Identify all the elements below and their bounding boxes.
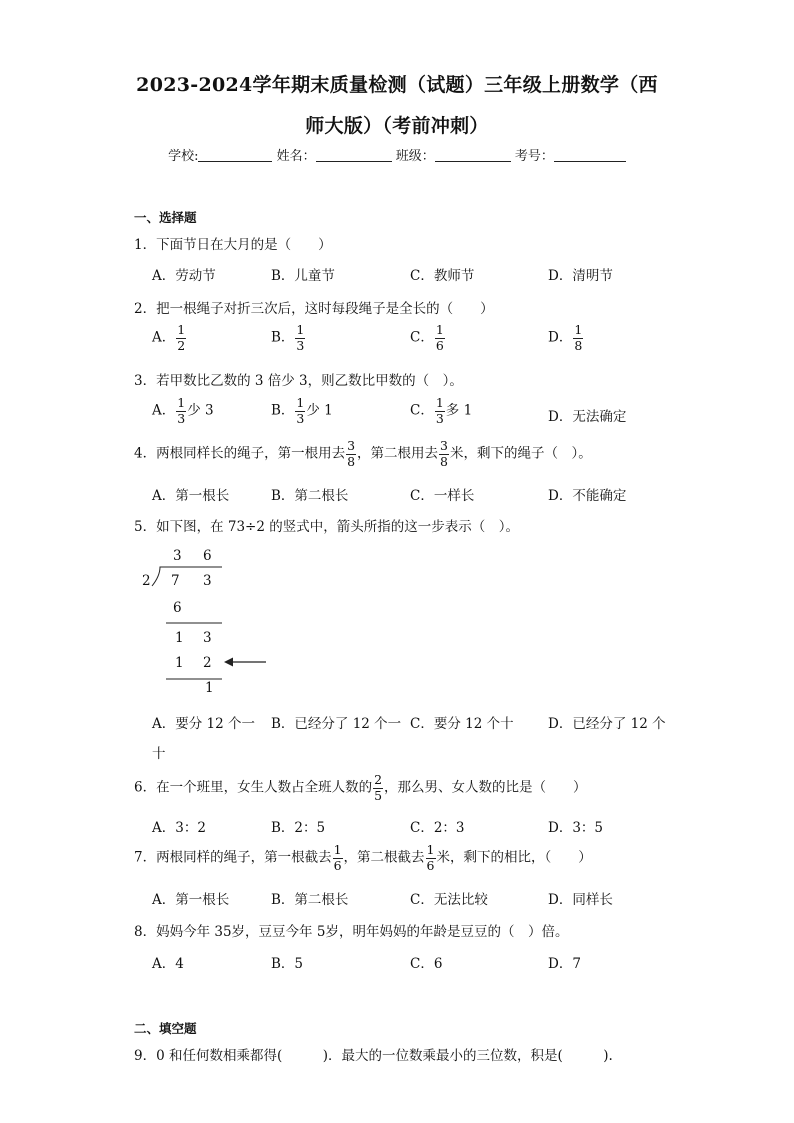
document-title-line1: 2023-2024学年期末质量检测（试题）三年级上册数学（西 bbox=[136, 74, 658, 96]
fraction bbox=[295, 397, 305, 425]
q5-option-d[interactable]: D．已经分了 12 个 bbox=[548, 716, 666, 732]
question-text: 米，剩下的绳子（ ）。 bbox=[450, 445, 592, 462]
numerator: 1 bbox=[177, 395, 186, 410]
q7-option-a[interactable]: A．第一根长 bbox=[152, 892, 230, 908]
numerator: 1 bbox=[435, 322, 444, 337]
denominator: 2 bbox=[177, 337, 186, 353]
question-9: 9．0 和任何数相乘都得( )．最大的一位数乘最小的三位数，积是( ). bbox=[134, 1048, 613, 1064]
school-blank[interactable] bbox=[198, 148, 272, 162]
option-label: D． bbox=[548, 409, 573, 425]
option-label: C． bbox=[410, 329, 434, 346]
denominator: 6 bbox=[333, 857, 342, 873]
denominator: 8 bbox=[440, 453, 448, 469]
q8-option-d[interactable]: D．7 bbox=[548, 956, 581, 972]
step2-tens: 1 bbox=[175, 630, 184, 646]
denominator: 6 bbox=[426, 857, 435, 873]
q4-option-d[interactable]: D．不能确定 bbox=[548, 488, 627, 504]
question-text: 4．两根同样长的绳子，第一根用去 bbox=[134, 445, 346, 462]
q4-option-b[interactable]: B．第二根长 bbox=[271, 488, 349, 504]
class-label: 班级： bbox=[395, 149, 435, 164]
denominator: 3 bbox=[177, 410, 186, 426]
remainder: 1 bbox=[205, 680, 214, 696]
denominator: 8 bbox=[347, 453, 356, 469]
option-label: B． bbox=[271, 402, 295, 419]
question-4 bbox=[134, 440, 592, 468]
question-text: 7．两根同样的绳子，第一根截去 bbox=[134, 849, 332, 866]
fraction bbox=[176, 324, 186, 352]
question-text: ，第二根截去 bbox=[343, 849, 425, 866]
q7-option-b[interactable]: B．第二根长 bbox=[271, 892, 349, 908]
denominator: 5 bbox=[374, 787, 383, 803]
question-6 bbox=[134, 774, 587, 802]
q7-option-c[interactable]: C．无法比较 bbox=[410, 892, 488, 908]
q1-option-a[interactable]: A．劳动节 bbox=[152, 268, 216, 284]
name-blank[interactable] bbox=[316, 148, 392, 162]
quotient-ones: 6 bbox=[203, 548, 212, 564]
student-info-line bbox=[0, 145, 794, 164]
fraction bbox=[426, 844, 436, 872]
question-7 bbox=[134, 844, 592, 872]
option-suffix: 少 3 bbox=[187, 402, 214, 419]
q5-option-a[interactable]: A．要分 12 个一 bbox=[152, 716, 256, 732]
q8-option-b[interactable]: B．5 bbox=[271, 956, 304, 972]
fraction bbox=[373, 774, 383, 802]
school-label: 学校: bbox=[168, 149, 199, 164]
division-lines bbox=[138, 546, 278, 696]
q3-option-d[interactable] bbox=[548, 405, 626, 425]
denominator: 3 bbox=[435, 410, 444, 426]
q1-option-c[interactable]: C．教师节 bbox=[410, 268, 475, 284]
section-heading-choice: 一、选择题 bbox=[134, 210, 197, 225]
q5-option-b[interactable]: B．已经分了 12 个一 bbox=[271, 716, 402, 732]
denominator: 6 bbox=[435, 337, 444, 353]
numerator: 3 bbox=[440, 438, 448, 453]
long-division-diagram bbox=[138, 546, 278, 696]
question-text: 6．在一个班里，女生人数占全班人数的 bbox=[134, 779, 373, 796]
q2-option-a[interactable] bbox=[152, 324, 187, 352]
q2-option-d[interactable] bbox=[548, 324, 584, 352]
option-label: D． bbox=[548, 329, 573, 346]
fraction bbox=[435, 324, 445, 352]
fraction bbox=[176, 397, 186, 425]
q8-option-c[interactable]: C．6 bbox=[410, 956, 443, 972]
q6-option-b[interactable]: B．2：5 bbox=[271, 820, 326, 836]
question-3: 3．若甲数比乙数的 3 倍少 3，则乙数比甲数的（ ）。 bbox=[134, 373, 463, 389]
option-label: B． bbox=[271, 329, 295, 346]
fraction bbox=[346, 440, 356, 468]
q6-option-c[interactable]: C．2：3 bbox=[410, 820, 465, 836]
step3-tens: 1 bbox=[175, 655, 184, 671]
q5-option-d-wrap: 十 bbox=[152, 746, 166, 762]
option-label: A． bbox=[152, 402, 176, 419]
q2-option-b[interactable] bbox=[271, 324, 306, 352]
numerator: 1 bbox=[177, 322, 186, 337]
q3-option-c[interactable] bbox=[410, 397, 472, 425]
document-title-line2: 师大版）（考前冲刺） bbox=[305, 115, 489, 137]
fraction bbox=[439, 440, 449, 468]
number-blank[interactable] bbox=[554, 148, 626, 162]
denominator: 3 bbox=[296, 410, 305, 426]
option-suffix: 少 1 bbox=[306, 402, 333, 419]
numerator: 1 bbox=[296, 322, 305, 337]
q3-option-a[interactable] bbox=[152, 397, 214, 425]
numerator: 3 bbox=[347, 438, 356, 453]
fraction bbox=[295, 324, 305, 352]
numerator: 1 bbox=[426, 842, 435, 857]
q3-option-b[interactable] bbox=[271, 397, 333, 425]
q6-option-d[interactable]: D．3：5 bbox=[548, 820, 604, 836]
number-label: 考号： bbox=[514, 149, 554, 164]
numerator: 2 bbox=[374, 772, 383, 787]
step1-tens: 6 bbox=[173, 600, 182, 616]
question-text: ，第二根用去 bbox=[357, 445, 439, 462]
quotient-tens: 3 bbox=[173, 548, 182, 564]
dividend-ones: 3 bbox=[203, 573, 212, 589]
q4-option-a[interactable]: A．第一根长 bbox=[152, 488, 230, 504]
section-heading-fill: 二、填空题 bbox=[134, 1021, 197, 1036]
numerator: 1 bbox=[333, 842, 342, 857]
name-label: 姓名： bbox=[276, 149, 316, 164]
option-label: C． bbox=[410, 402, 434, 419]
q1-option-d[interactable]: D．清明节 bbox=[548, 268, 613, 284]
question-8: 8．妈妈今年 35岁，豆豆今年 5岁，明年妈妈的年龄是豆豆的（ ）倍。 bbox=[134, 924, 569, 940]
question-text: 米，剩下的相比，（ ） bbox=[436, 849, 592, 866]
numerator: 1 bbox=[296, 395, 305, 410]
question-text: ，那么男、女人数的比是（ ） bbox=[384, 779, 587, 796]
step3-ones: 2 bbox=[203, 655, 212, 671]
option-label: A． bbox=[152, 329, 176, 346]
fraction bbox=[333, 844, 343, 872]
q4-option-c[interactable]: C．一样长 bbox=[410, 488, 475, 504]
dividend-tens: 7 bbox=[171, 573, 180, 589]
denominator: 3 bbox=[296, 337, 305, 353]
q7-option-d[interactable]: D．同样长 bbox=[548, 892, 613, 908]
fraction bbox=[573, 324, 583, 352]
q5-option-c[interactable]: C．要分 12 个十 bbox=[410, 716, 514, 732]
denominator: 8 bbox=[574, 337, 583, 353]
numerator: 1 bbox=[435, 395, 444, 410]
q8-option-a[interactable]: A．4 bbox=[152, 956, 184, 972]
question-1: 1．下面节日在大月的是（ ） bbox=[134, 237, 332, 253]
option-suffix: 多 1 bbox=[445, 402, 473, 419]
q1-option-b[interactable]: B．儿童节 bbox=[271, 268, 335, 284]
numerator: 1 bbox=[574, 322, 583, 337]
question-5: 5．如下图，在 73÷2 的竖式中，箭头所指的这一步表示（ ）。 bbox=[134, 519, 519, 535]
class-blank[interactable] bbox=[435, 148, 511, 162]
question-2: 2．把一根绳子对折三次后，这时每段绳子是全长的（ ） bbox=[134, 301, 494, 317]
fraction bbox=[435, 397, 445, 425]
step2-ones: 3 bbox=[203, 630, 212, 646]
divisor: 2 bbox=[142, 573, 151, 589]
option-text: 无法确定 bbox=[572, 409, 627, 425]
q2-option-c[interactable] bbox=[410, 324, 446, 352]
q6-option-a[interactable]: A．3：2 bbox=[152, 820, 206, 836]
